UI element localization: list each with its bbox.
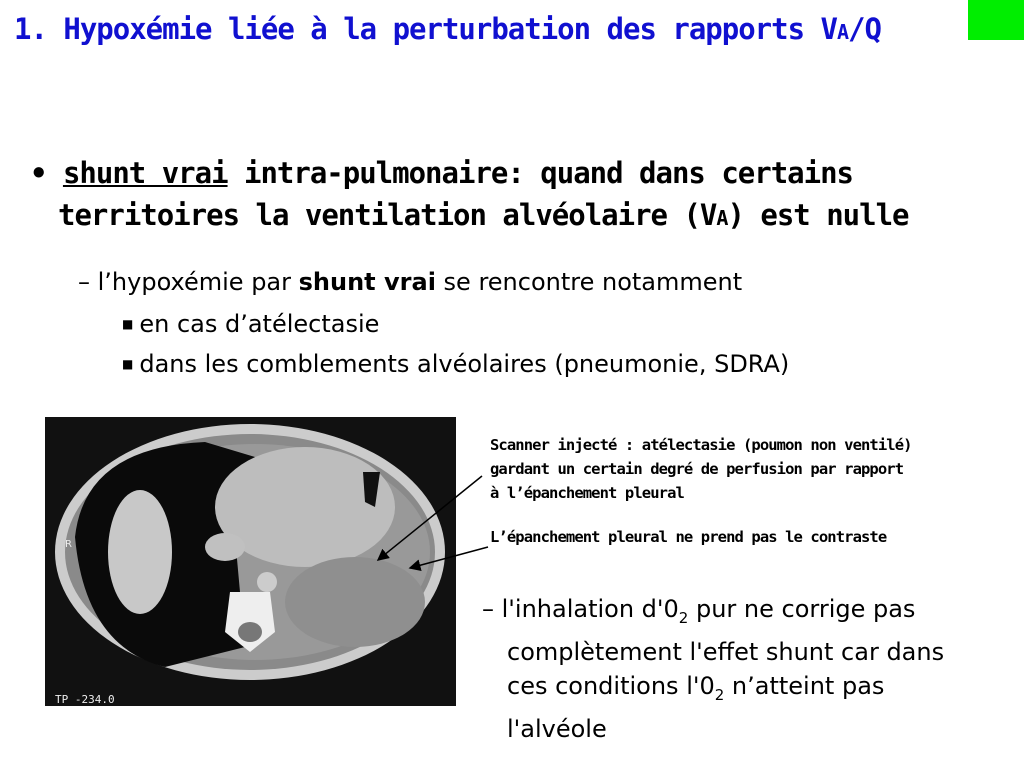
ct-label: TP -234.0	[55, 693, 115, 706]
underlined-term: shunt vrai	[62, 156, 228, 190]
text: l'inhalation d'0	[494, 595, 679, 623]
bullet-dot: •	[30, 156, 47, 190]
bold-term: shunt vrai	[298, 268, 436, 296]
caption-scanner	[490, 433, 912, 505]
caption-epanchement: L’épanchement pleural ne prend pas le contraste	[490, 528, 887, 546]
caption-line: gardant un certain degré de perfusion par rapport	[490, 460, 904, 478]
text: n’atteint pas	[724, 671, 885, 700]
square-bullet-icon: ■	[122, 317, 134, 331]
ct-side-label: R	[65, 539, 72, 550]
title-end: /Q	[848, 12, 881, 46]
bullet-text: intra-pulmonaire: quand dans certains	[227, 156, 854, 190]
subscript: 2	[714, 685, 725, 704]
text: l’hypoxémie par	[90, 268, 299, 296]
arrow-epanchement	[410, 547, 488, 568]
title-subscript: A	[836, 20, 849, 44]
text: dans les comblements alvéolaires (pneumonie, SDRA)	[139, 350, 790, 378]
text: l'alvéole	[507, 714, 607, 743]
bullet-text: territoires la ventilation alvéolaire (V	[58, 198, 717, 232]
subscript: A	[716, 206, 728, 230]
dash: –	[482, 595, 494, 623]
title-text: 1. Hypoxémie liée à la perturbation des rapports V	[14, 12, 837, 46]
caption-line: à l’épanchement pleural	[490, 484, 684, 502]
sub-bullet-inhalation	[482, 592, 1022, 746]
dash: –	[78, 268, 90, 296]
caption-line: Scanner injecté : atélectasie (poumon non ventilé)	[490, 436, 912, 454]
text: complètement l'effet shunt car dans	[507, 637, 945, 666]
text: en cas d’atélectasie	[139, 310, 380, 338]
text: ces conditions l'0	[507, 671, 715, 700]
square-bullet-icon: ■	[122, 357, 134, 371]
text: se rencontre notamment	[435, 268, 743, 296]
text: pur ne corrige pas	[688, 595, 916, 623]
bullet-text: ) est nulle	[727, 198, 909, 232]
arrow-atelectasie	[378, 476, 482, 560]
subscript: 2	[678, 608, 689, 627]
